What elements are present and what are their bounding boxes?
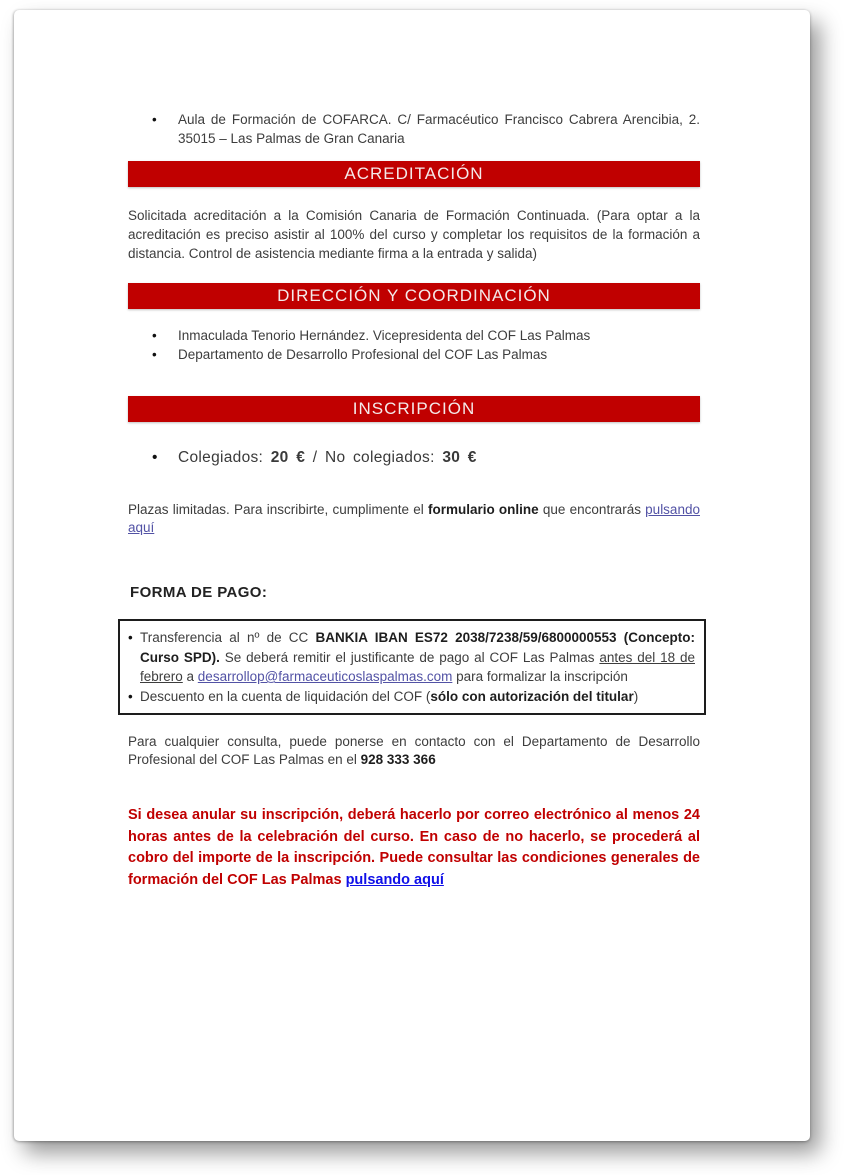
transfer-text-3: a [182, 669, 198, 684]
venue-list [128, 110, 700, 148]
direction-banner-label: DIRECCIÓN Y COORDINACIÓN [277, 286, 551, 305]
contact-paragraph [128, 733, 700, 769]
payment-transfer-item [127, 628, 695, 687]
transfer-text-1: Transferencia al nº de CC [140, 630, 316, 645]
direction-banner [128, 283, 700, 309]
payment-box [118, 619, 706, 715]
venue-text: Aula de Formación de COFARCA. C/ Farmacéutico Francisco Cabrera Arencibia, 2. 35015 – Las Palmas de Gran Canaria [178, 112, 700, 146]
transfer-text-4: para formalizar la inscripción [452, 669, 628, 684]
inscription-banner [128, 396, 700, 422]
direction-item-text: Inmaculada Tenorio Hernández. Vicepresidenta del COF Las Palmas [178, 328, 591, 343]
discount-text-2: ) [633, 688, 639, 704]
fee-nonmembers-label: No colegiados: [324, 449, 443, 466]
fee-list [128, 448, 700, 468]
fee-separator: / [312, 449, 325, 466]
payment-discount-item [127, 687, 695, 707]
fee-nonmembers-price: 30 € [442, 449, 477, 466]
plazas-paragraph [128, 501, 700, 536]
accreditation-banner-label: ACREDITACIÓN [344, 164, 484, 183]
accreditation-banner [128, 161, 700, 187]
direction-item [128, 346, 700, 365]
payment-email-link[interactable]: desarrollop@farmaceuticoslaspalmas.com [197, 669, 453, 684]
direction-list [128, 327, 700, 364]
payment-list [127, 628, 695, 706]
accreditation-paragraph [128, 206, 700, 263]
discount-text-1: Descuento en la cuenta de liquidación del COF ( [140, 688, 431, 704]
cancellation-notice [128, 805, 700, 891]
discount-authorization-bold: sólo con autorización del titular [430, 688, 634, 704]
iban-bold: BANKIA IBAN ES72 2038/7238/59/6800000553 (Concepto: Curso SPD). [140, 630, 695, 665]
payment-heading: FORMA DE PAGO: [130, 584, 268, 601]
document-page [14, 10, 810, 1141]
direction-item [128, 327, 700, 346]
plazas-text-2: que encontrarás [538, 502, 646, 517]
cancellation-text: Si desea anular su inscripción, deberá hacerlo por correo electrónico al menos 24 horas antes de la celebración del curso. En caso de no hacerlo, se procederá al cobro del importe de la inscripción. Puede consultar las condiciones generales de formación del COF Las Palmas [128, 807, 700, 888]
contact-text: Para cualquier consulta, puede ponerse en contacto con el Departamento de Desarrollo Profesional del COF Las Palmas en el [128, 734, 700, 767]
fee-line [128, 448, 700, 468]
transfer-text-2: Se deberá remitir el justificante de pago al COF Las Palmas [219, 649, 600, 665]
accreditation-text: Solicitada acreditación a la Comisión Canaria de Formación Continuada. (Para optar a la acreditación es preciso asistir al 100% del curso y completar los requisitos de la formación a distancia. Control de asistencia mediante firma a la entrada y salida) [128, 208, 700, 261]
inscription-banner-label: INSCRIPCIÓN [352, 399, 476, 418]
general-conditions-link[interactable]: pulsando aquí [345, 871, 444, 888]
deadline-underlined: antes del 18 de febrero [140, 649, 695, 684]
venue-bullet [128, 110, 700, 148]
plazas-online-form-bold: formulario online [427, 502, 539, 517]
contact-phone: 928 333 366 [360, 752, 436, 767]
direction-item-text: Departamento de Desarrollo Profesional del COF Las Palmas [178, 346, 548, 362]
enrollment-form-link[interactable]: pulsando aquí [128, 502, 700, 535]
fee-members-price: 20 € [270, 449, 306, 466]
plazas-text: Plazas limitadas. Para inscribirte, cumplimente el [128, 502, 428, 517]
fee-members-label: Colegiados: [178, 449, 271, 466]
